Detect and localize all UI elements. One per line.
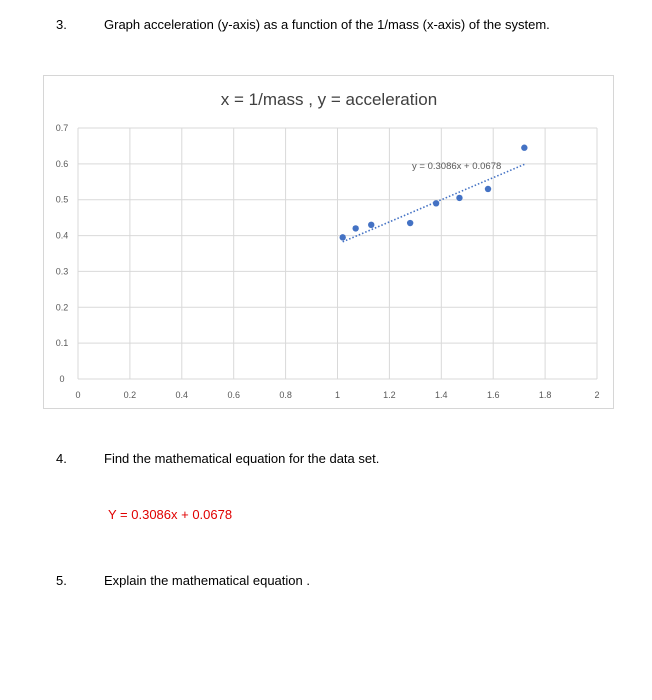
x-tick-label: 1 [334, 390, 341, 400]
x-tick-label: 0.6 [227, 390, 240, 400]
data-point [368, 222, 374, 228]
data-points [339, 145, 527, 241]
question-4-number: 4. [56, 451, 67, 466]
y-tick-label: 0.4 [55, 230, 69, 241]
x-tick-label: 1.8 [538, 390, 552, 400]
y-tick-label: 0.7 [55, 123, 69, 133]
y-tick-label: 0.6 [55, 158, 69, 169]
question-3-text: Graph acceleration (y-axis) as a function of the 1/mass (x-axis) of the system. [104, 17, 550, 32]
x-tick-label: 0.4 [175, 390, 189, 400]
data-point [521, 145, 527, 151]
x-tick-label: 1.6 [486, 390, 500, 400]
question-4-text: Find the mathematical equation for the data set. [104, 451, 380, 466]
x-tick-label: 2 [594, 390, 600, 400]
grid-lines [78, 128, 597, 379]
x-tick-label: 0 [75, 390, 81, 400]
y-tick-label: 0 [59, 374, 65, 384]
y-tick-label: 0.5 [55, 194, 69, 205]
question-4-answer: Y = 0.3086x + 0.0678 [108, 507, 233, 522]
data-point [339, 234, 345, 240]
data-point [352, 225, 358, 231]
x-tick-label: 0.2 [123, 390, 137, 400]
data-point [433, 200, 439, 206]
question-3-number: 3. [56, 17, 67, 32]
data-point [407, 220, 413, 226]
chart-title: x = 1/mass , y = acceleration [220, 90, 438, 109]
x-tick-label: 1.2 [383, 390, 396, 400]
y-tick-label: 0.3 [55, 266, 69, 277]
scatter-chart [44, 76, 615, 410]
y-tick-label: 0.2 [55, 302, 69, 313]
x-tick-label: 1.4 [435, 390, 448, 400]
x-tick-label: 0.8 [279, 390, 292, 400]
trendline-equation: y = 0.3086x + 0.0678 [412, 161, 502, 172]
data-point [485, 186, 491, 192]
axis-ticks [56, 123, 600, 400]
y-tick-label: 0.1 [55, 338, 69, 349]
chart-area [43, 75, 614, 409]
question-5-number: 5. [56, 573, 67, 588]
question-5-text: Explain the mathematical equation . [104, 573, 310, 588]
data-point [456, 195, 462, 201]
